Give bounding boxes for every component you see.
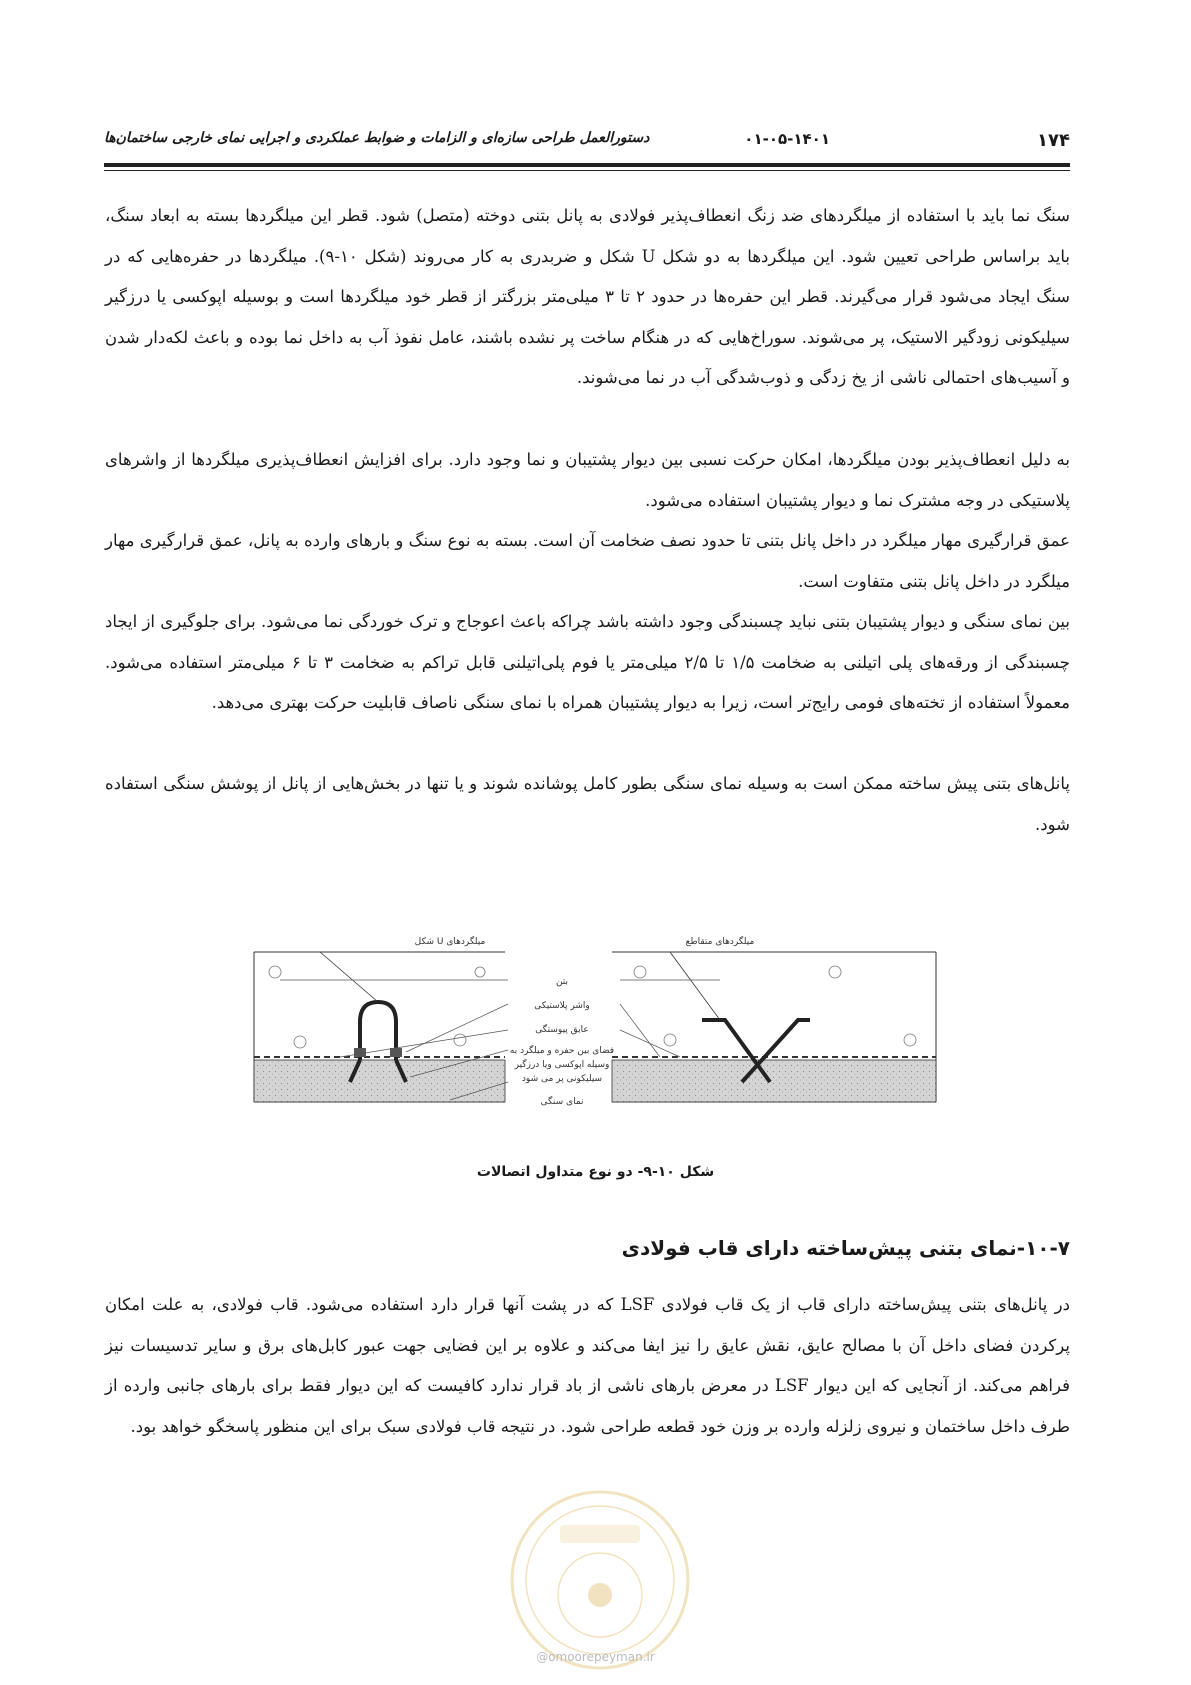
page-number: ۱۷۴ [1037,130,1070,151]
label-concrete: بتن [555,977,569,987]
paragraph-2: به دلیل انعطاف‌پذیر بودن میلگردها، امکان حرکت نسبی بین دیوار پشتیبان و نما وجود دارد. برای افزایش انعطاف‌پذیری میلگردها از واشرهای پلاستیکی در وجه مشترک نما و دیوار پشتیبان استفاده می‌شود. [105,450,1070,510]
paragraph-3: عمق قرارگیری مهار میلگرد در داخل پانل بتنی تا حدود نصف ضخامت آن است. بسته به نوع سنگ و بارهای وارده به پانل، عمق قرارگیری مهار میلگرد در داخل پانل بتنی متفاوت است. [105,531,1070,591]
label-cross-bars: میلگردهای متقاطع [685,937,755,947]
document-code: ۰۱-۰۵-۱۴۰۱ [744,130,830,148]
page-header [104,130,1070,154]
seal-watermark [505,1485,695,1675]
paragraph-4: بین نمای سنگی و دیوار پشتیبان بتنی نباید چسبندگی وجود داشته باشد چراکه باعث اعوجاج و ترک خوردگی نما می‌شود. برای جلوگیری از ایجاد چسبندگی از ورقه‌های پلی اتیلنی به ضخامت ۱/۵ تا ۲/۵ میلی‌متر یا فوم پلی‌اتیلنی قابل تراکم به ضخامت ۳ تا ۶ میلی‌متر استفاده می‌شود. معمولاً استفاده از تخته‌های فومی رایج‌تر است، زیرا به دیوار پشتیبان همراه با نمای سنگی ناصاف قابلیت حرکت بهتری می‌دهد. [105,612,1070,712]
label-fill-3: سیلیکونی پر می شود [521,1074,603,1084]
paragraph-5: پانل‌های بتنی پیش ساخته ممکن است به وسیله نمای سنگی بطور کامل پوشانده شوند و یا تنها در بخش‌هایی از پانل از پوشش سنگی استفاده شود. [105,774,1070,834]
watermark-url: @omoorepeyman.ir [536,1650,655,1664]
right-panel-detail [612,952,936,1102]
label-fill-2: وسیله اپوکسی ویا درزگیر [514,1060,610,1070]
header-rule-thick [104,163,1070,167]
figure-caption: شکل ۱۰-۹- دو نوع متداول اتصالات [476,1164,715,1180]
connection-detail-figure [250,932,940,1154]
label-washer: واشر پلاستیکی [534,1001,590,1011]
paragraph-1: سنگ نما باید با استفاده از میلگردهای ضد زنگ انعطاف‌پذیر فولادی به پانل بتنی دوخته (متصل) شود. قطر این میلگردها بسته به ابعاد سنگ، باید براساس طراحی تعیین شود. این میلگردها به دو شکل U شکل و ضربدری به کار می‌روند (شکل ۱۰-۹). میلگردها در حفره‌هایی که در سنگ ایجاد می‌شود قرار می‌گیرند. قطر این حفره‌ها در حدود ۲ تا ۳ میلی‌متر بزرگتر از قطر خود میلگردها است و بوسیله اپوکسی یا درزگیر سیلیکونی زودگیر الاستیک، پر می‌شوند. سوراخ‌هایی که در هنگام ساخت پر نشده باشند، عامل نفوذ آب به داخل نما بوده و باعث لکه‌دار شدن و آسیب‌های احتمالی ناشی از یخ زدگی و ذوب‌شدگی آب در نما می‌شوند. [105,206,1070,387]
section-heading: ۱۰-۷-نمای بتنی پیش‌ساخته دارای قاب فولادی [621,1236,1070,1260]
label-stone: نمای سنگی [540,1097,584,1107]
section-paragraph: در پانل‌های بتنی پیش‌ساخته دارای قاب از یک قاب فولادی LSF که در پشت آنها قرار دارد استفاده می‌شود. قاب فولادی، به علت امکان پرکردن فضای داخل آن با مصالح عایق، نقش عایق را نیز ایفا می‌کند و علاوه بر این فضایی جهت عبور کابل‌های برق و سایر تدسیسات نیز فراهم می‌کند. از آنجایی که این دیوار LSF در معرض بارهای ناشی از باد قرار ندارد کافیست که این دیوار فقط برای بارهای جانبی وارده از طرف داخل ساختمان و نیروی زلزله وارده بر وزن خود قطعه طراحی شود. در نتیجه قاب فولادی سبک برای این منظور پاسخگو خواهد بود. [105,1295,1070,1436]
running-title: دستورالعمل طراحی سازه‌ای و الزامات و ضوابط عملکردی و اجرایی نمای خارجی ساختمان‌ها [104,130,650,146]
left-panel-detail [254,952,505,1102]
header-rule-thin [104,170,1070,171]
label-u-bars: میلگردهای U شکل [414,937,486,947]
label-fill-1: فضای بین حفره و میلگرد به [509,1046,615,1056]
label-bond-break: عایق پیوستگی [535,1025,589,1035]
